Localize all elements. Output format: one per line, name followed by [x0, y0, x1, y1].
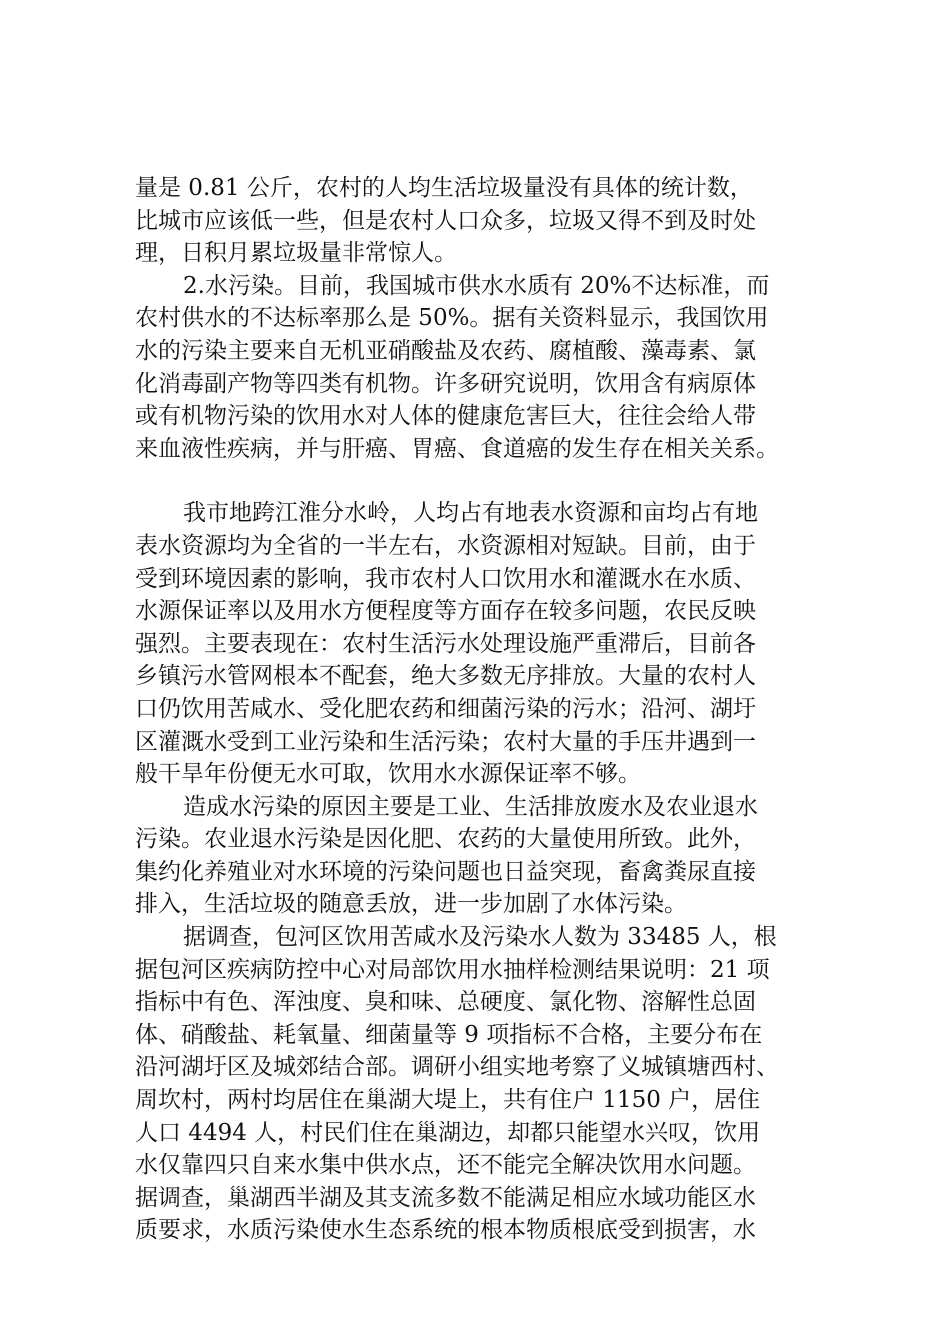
text-line: 我市地跨江淮分水岭，人均占有地表水资源和亩均占有地	[183, 500, 758, 527]
text-line: 集约化养殖业对水环境的污染问题也日益突现，畜禽粪尿直接	[135, 858, 756, 885]
document-body	[135, 172, 835, 1247]
text-line: 造成水污染的原因主要是工业、生活排放废水及农业退水	[183, 793, 758, 820]
text-line: 区灌溉水受到工业污染和生活污染；农村大量的手压井遇到一	[135, 728, 756, 755]
text-line: 沿河湖圩区及城郊结合部。调研小组实地考察了义城镇塘西村、	[135, 1054, 779, 1081]
paragraph-pollution-causes	[135, 791, 835, 921]
text-line: 据调查，巢湖西半湖及其支流多数不能满足相应水域功能区水	[135, 1184, 756, 1211]
text-line: 理，日积月累垃圾量非常惊人。	[135, 240, 457, 267]
text-line: 据调查，包河区饮用苦咸水及污染水人数为 33485 人，根	[183, 924, 777, 951]
text-line: 来血液性疾病，并与肝癌、胃癌、食道癌的发生存在相关关系。	[135, 435, 779, 462]
text-line: 水仅靠四只自来水集中供水点，还不能完全解决饮用水问题。	[135, 1152, 756, 1179]
text-line: 质要求，水质污染使水生态系统的根本物质根底受到损害，水	[135, 1217, 756, 1244]
text-line: 水源保证率以及用水方便程度等方面存在较多问题，农民反映	[135, 598, 756, 625]
text-line: 强烈。主要表现在：农村生活污水处理设施严重滞后，目前各	[135, 630, 756, 657]
text-line: 表水资源均为全省的一半左右，水资源相对短缺。目前，由于	[135, 532, 756, 559]
text-line: 般干旱年份便无水可取，饮用水水源保证率不够。	[135, 761, 641, 788]
text-line: 农村供水的不达标率那么是 50%。据有关资料显示，我国饮用	[135, 305, 769, 332]
text-line: 体、硝酸盐、耗氧量、细菌量等 9 项指标不合格，主要分布在	[135, 1021, 763, 1048]
text-line: 乡镇污水管网根本不配套，绝大多数无序排放。大量的农村人	[135, 663, 756, 690]
text-line: 化消毒副产物等四类有机物。许多研究说明，饮用含有病原体	[135, 370, 756, 397]
text-line: 量是 0.81 公斤，农村的人均生活垃圾量没有具体的统计数，	[135, 175, 753, 201]
paragraph-city-water-resources	[135, 497, 835, 790]
text-line: 比城市应该低一些，但是农村人口众多，垃圾又得不到及时处	[135, 207, 756, 234]
text-line: 周坎村，两村均居住在巢湖大堤上，共有住户 1150 户，居住	[135, 1087, 761, 1114]
text-line: 受到环境因素的影响，我市农村人口饮用水和灌溉水在水质、	[135, 565, 756, 592]
text-line: 污染。农业退水污染是因化肥、农药的大量使用所致。此外，	[135, 826, 756, 853]
text-line: 排入，生活垃圾的随意丢放，进一步加剧了水体污染。	[135, 891, 687, 918]
paragraph-water-pollution	[135, 270, 835, 466]
text-line: 人口 4494 人，村民们住在巢湖边，却都只能望水兴叹，饮用	[135, 1119, 761, 1146]
text-line: 水的污染主要来自无机亚硝酸盐及农药、腐植酸、藻毒素、氯	[135, 337, 756, 364]
text-line: 指标中有色、浑浊度、臭和味、总硬度、氯化物、溶解性总固	[135, 989, 756, 1016]
paragraph-gap	[135, 465, 835, 497]
paragraph-survey-findings	[135, 921, 835, 1247]
text-line: 口仍饮用苦咸水、受化肥农药和细菌污染的污水；沿河、湖圩	[135, 695, 756, 722]
text-line: 或有机物污染的饮用水对人体的健康危害巨大，往往会给人带	[135, 403, 756, 430]
text-line: 2.水污染。目前，我国城市供水水质有 20%不达标准，而	[183, 272, 770, 299]
text-line: 据包河区疾病防控中心对局部饮用水抽样检测结果说明：21 项	[135, 956, 770, 983]
paragraph-garbage-continuation	[135, 172, 835, 270]
